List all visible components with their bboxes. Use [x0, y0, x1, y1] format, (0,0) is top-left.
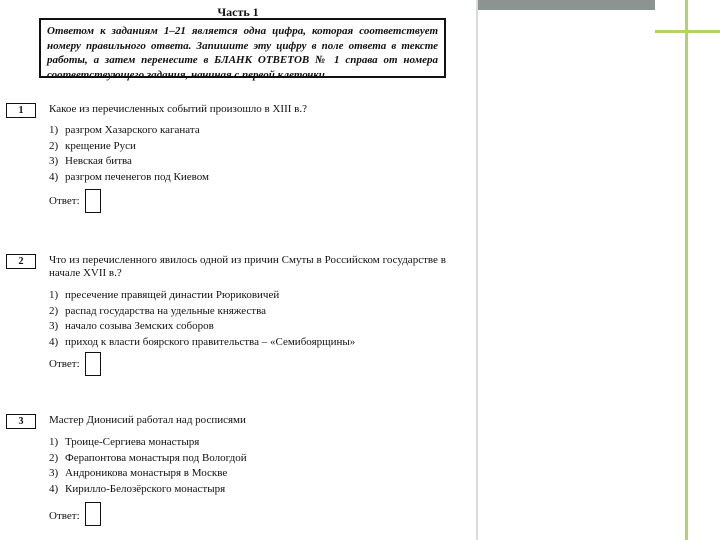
task-question: Какое из перечисленных событий произошло в XIII в.?	[49, 103, 307, 115]
task-question: Что из перечисленного явилось одной из причин Смуты в Российском государстве в начале XVII в.?	[49, 254, 446, 279]
option-item: 2) распад государства на удельные княжества	[49, 304, 267, 317]
answer-input-box[interactable]	[85, 502, 101, 526]
option-item: 2) крещение Руси	[49, 139, 136, 152]
answer-label: Ответ:	[49, 510, 80, 522]
options-list	[49, 123, 209, 185]
option-item: 2) Ферапонтова монастыря под Вологдой	[49, 451, 247, 464]
task-number-box: 2	[6, 254, 36, 269]
option-item: 3) Андроникова монастыря в Москве	[49, 467, 228, 479]
option-item: 1) пресечение правящей династии Рюриковичей	[49, 289, 280, 301]
task-number-box: 3	[6, 414, 36, 429]
option-item: 1) разгром Хазарского каганата	[49, 124, 200, 136]
decorative-green-line-horizontal	[655, 30, 720, 33]
part-title: Часть 1	[217, 5, 259, 19]
option-item: 4) приход к власти боярского правительства – «Семибоярщины»	[49, 335, 356, 348]
answer-label: Ответ:	[49, 195, 80, 207]
decorative-side-panel	[476, 0, 720, 540]
options-list	[49, 288, 355, 350]
decorative-gray-bar	[478, 0, 655, 10]
option-item: 4) Кирилло-Белозёрского монастыря	[49, 482, 226, 495]
answer-input-box[interactable]	[85, 352, 101, 376]
options-list	[49, 435, 247, 497]
instructions-box: Ответом к заданиям 1–21 является одна цифра, которая соответствует номеру правильного ответа. Запишите эту цифру в поле ответа в тексте работы, а затем перенесите в БЛАНК ОТВЕТОВ № 1 справа от номера соответствующего задания, начиная с первой клеточки.	[39, 18, 446, 78]
task-question: Мастер Дионисий работал над росписями	[49, 414, 246, 426]
answer-input-box[interactable]	[85, 189, 101, 213]
decorative-divider	[476, 0, 478, 540]
task-number-box: 1	[6, 103, 36, 118]
option-item: 1) Троице-Сергиева монастыря	[49, 436, 200, 448]
option-item: 4) разгром печенегов под Киевом	[49, 170, 209, 183]
option-item: 3) начало созыва Земских соборов	[49, 320, 214, 332]
answer-label: Ответ:	[49, 358, 80, 370]
decorative-green-line-vertical	[685, 0, 688, 540]
option-item: 3) Невская битва	[49, 155, 132, 167]
